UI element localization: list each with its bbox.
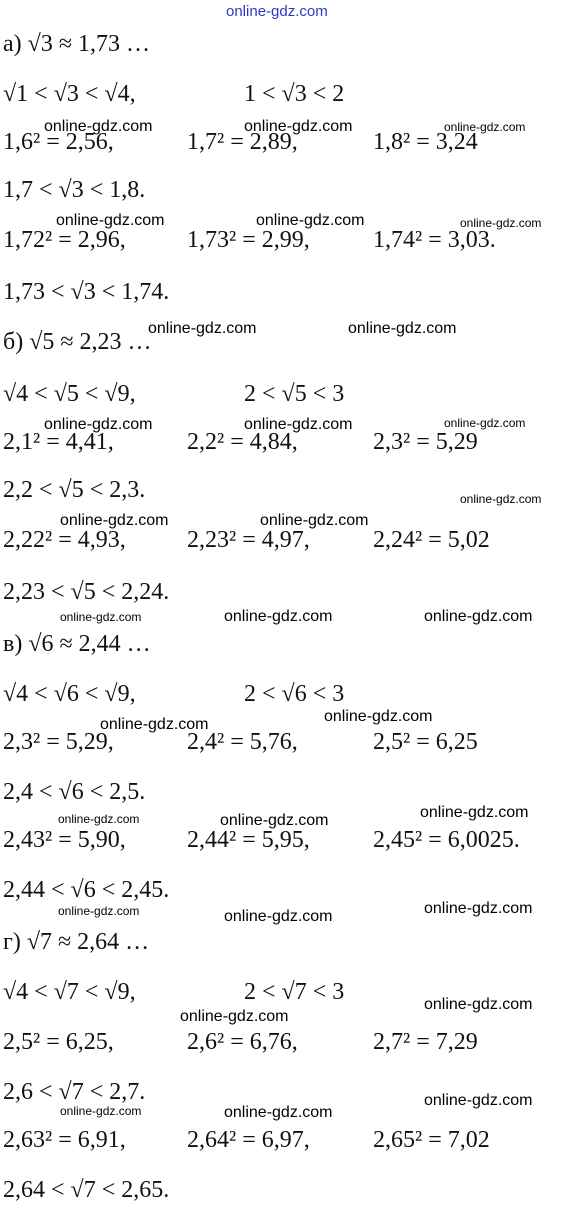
math-line xyxy=(0,682,573,712)
math-line xyxy=(0,280,573,310)
watermark: online-gdz.com xyxy=(424,996,533,1013)
math-expression: 2,6² = 6,76, xyxy=(187,1029,298,1055)
math-expression: 1,8² = 3,24 xyxy=(373,129,478,155)
watermark: online-gdz.com xyxy=(444,416,526,430)
watermark: online-gdz.com xyxy=(58,812,140,826)
math-expression: 2,4² = 5,76, xyxy=(187,729,298,755)
watermark: online-gdz.com xyxy=(224,608,333,625)
math-expression: 2 < √7 < 3 xyxy=(244,979,345,1005)
math-line xyxy=(0,632,573,662)
math-line xyxy=(0,528,573,558)
math-expression: 1,73 < √3 < 1,74. xyxy=(3,279,170,305)
math-line xyxy=(0,382,573,412)
watermark: online-gdz.com xyxy=(56,212,165,229)
watermark: online-gdz.com xyxy=(44,416,153,433)
watermark: online-gdz.com xyxy=(148,320,257,337)
math-expression: 1,7² = 2,89, xyxy=(187,129,298,155)
math-line xyxy=(0,178,573,208)
math-expression: √1 < √3 < √4, xyxy=(3,81,136,107)
math-expression: 1,74² = 3,03. xyxy=(373,227,496,253)
math-expression: 2,3² = 5,29 xyxy=(373,429,478,455)
math-expression: 2,1² = 4,41, xyxy=(3,429,114,455)
math-expression: 2,44² = 5,95, xyxy=(187,827,310,853)
watermark: online-gdz.com xyxy=(348,320,457,337)
math-expression: √4 < √5 < √9, xyxy=(3,381,136,407)
math-expression: 1,7 < √3 < 1,8. xyxy=(3,177,146,203)
math-expression: 2,44 < √6 < 2,45. xyxy=(3,877,170,903)
math-expression: г) √7 ≈ 2,64 … xyxy=(3,929,150,955)
watermark: online-gdz.com xyxy=(60,1104,142,1118)
math-line xyxy=(0,1030,573,1060)
math-expression: 2,24² = 5,02 xyxy=(373,527,490,553)
math-expression: √4 < √6 < √9, xyxy=(3,681,136,707)
math-expression: б) √5 ≈ 2,23 … xyxy=(3,329,152,355)
math-line xyxy=(0,1178,573,1208)
watermark: online-gdz.com xyxy=(224,908,333,925)
watermark-top: online-gdz.com xyxy=(226,3,328,20)
math-expression: 2,5² = 6,25 xyxy=(373,729,478,755)
watermark: online-gdz.com xyxy=(58,904,140,918)
math-expression: а) √3 ≈ 1,73 … xyxy=(3,31,150,57)
watermark: online-gdz.com xyxy=(244,118,353,135)
math-expression: 2,4 < √6 < 2,5. xyxy=(3,779,146,805)
watermark: online-gdz.com xyxy=(444,120,526,134)
math-expression: 2,23 < √5 < 2,24. xyxy=(3,579,170,605)
math-expression: 2,65² = 7,02 xyxy=(373,1127,490,1153)
watermark: online-gdz.com xyxy=(100,716,209,733)
watermark: online-gdz.com xyxy=(324,708,433,725)
math-expression: 2,7² = 7,29 xyxy=(373,1029,478,1055)
watermark: online-gdz.com xyxy=(180,1008,289,1025)
math-expression: 1,6² = 2,56, xyxy=(3,129,114,155)
watermark: online-gdz.com xyxy=(44,118,153,135)
watermark: online-gdz.com xyxy=(224,1104,333,1121)
watermark: online-gdz.com xyxy=(260,512,369,529)
math-expression: 1,73² = 2,99, xyxy=(187,227,310,253)
math-expression: 1,72² = 2,96, xyxy=(3,227,126,253)
math-line xyxy=(0,828,573,858)
math-expression: 2,63² = 6,91, xyxy=(3,1127,126,1153)
math-expression: 2 < √6 < 3 xyxy=(244,681,345,707)
math-expression: 2,2² = 4,84, xyxy=(187,429,298,455)
math-expression: 2,23² = 4,97, xyxy=(187,527,310,553)
watermark: online-gdz.com xyxy=(424,608,533,625)
math-expression: 2 < √5 < 3 xyxy=(244,381,345,407)
math-expression: 2,6 < √7 < 2,7. xyxy=(3,1079,146,1105)
math-expression: 2,64 < √7 < 2,65. xyxy=(3,1177,170,1203)
watermark: online-gdz.com xyxy=(424,900,533,917)
math-expression: 2,45² = 6,0025. xyxy=(373,827,520,853)
watermark: online-gdz.com xyxy=(460,492,542,506)
math-line xyxy=(0,330,573,360)
math-expression: в) √6 ≈ 2,44 … xyxy=(3,631,151,657)
math-expression: 2,43² = 5,90, xyxy=(3,827,126,853)
math-line xyxy=(0,730,573,760)
math-line xyxy=(0,430,573,460)
math-line xyxy=(0,930,573,960)
watermark: online-gdz.com xyxy=(220,812,329,829)
math-line xyxy=(0,82,573,112)
math-line xyxy=(0,1128,573,1158)
watermark: online-gdz.com xyxy=(60,512,169,529)
watermark: online-gdz.com xyxy=(244,416,353,433)
watermark: online-gdz.com xyxy=(460,216,542,230)
math-line xyxy=(0,228,573,258)
math-expression: √4 < √7 < √9, xyxy=(3,979,136,1005)
watermark: online-gdz.com xyxy=(256,212,365,229)
watermark: online-gdz.com xyxy=(424,1092,533,1109)
math-expression: 1 < √3 < 2 xyxy=(244,81,345,107)
math-expression: 2,5² = 6,25, xyxy=(3,1029,114,1055)
math-expression: 2,3² = 5,29, xyxy=(3,729,114,755)
math-expression: 2,2 < √5 < 2,3. xyxy=(3,477,146,503)
watermark: online-gdz.com xyxy=(60,610,142,624)
math-line xyxy=(0,580,573,610)
math-line xyxy=(0,32,573,62)
math-expression: 2,22² = 4,93, xyxy=(3,527,126,553)
math-expression: 2,64² = 6,97, xyxy=(187,1127,310,1153)
watermark: online-gdz.com xyxy=(420,804,529,821)
